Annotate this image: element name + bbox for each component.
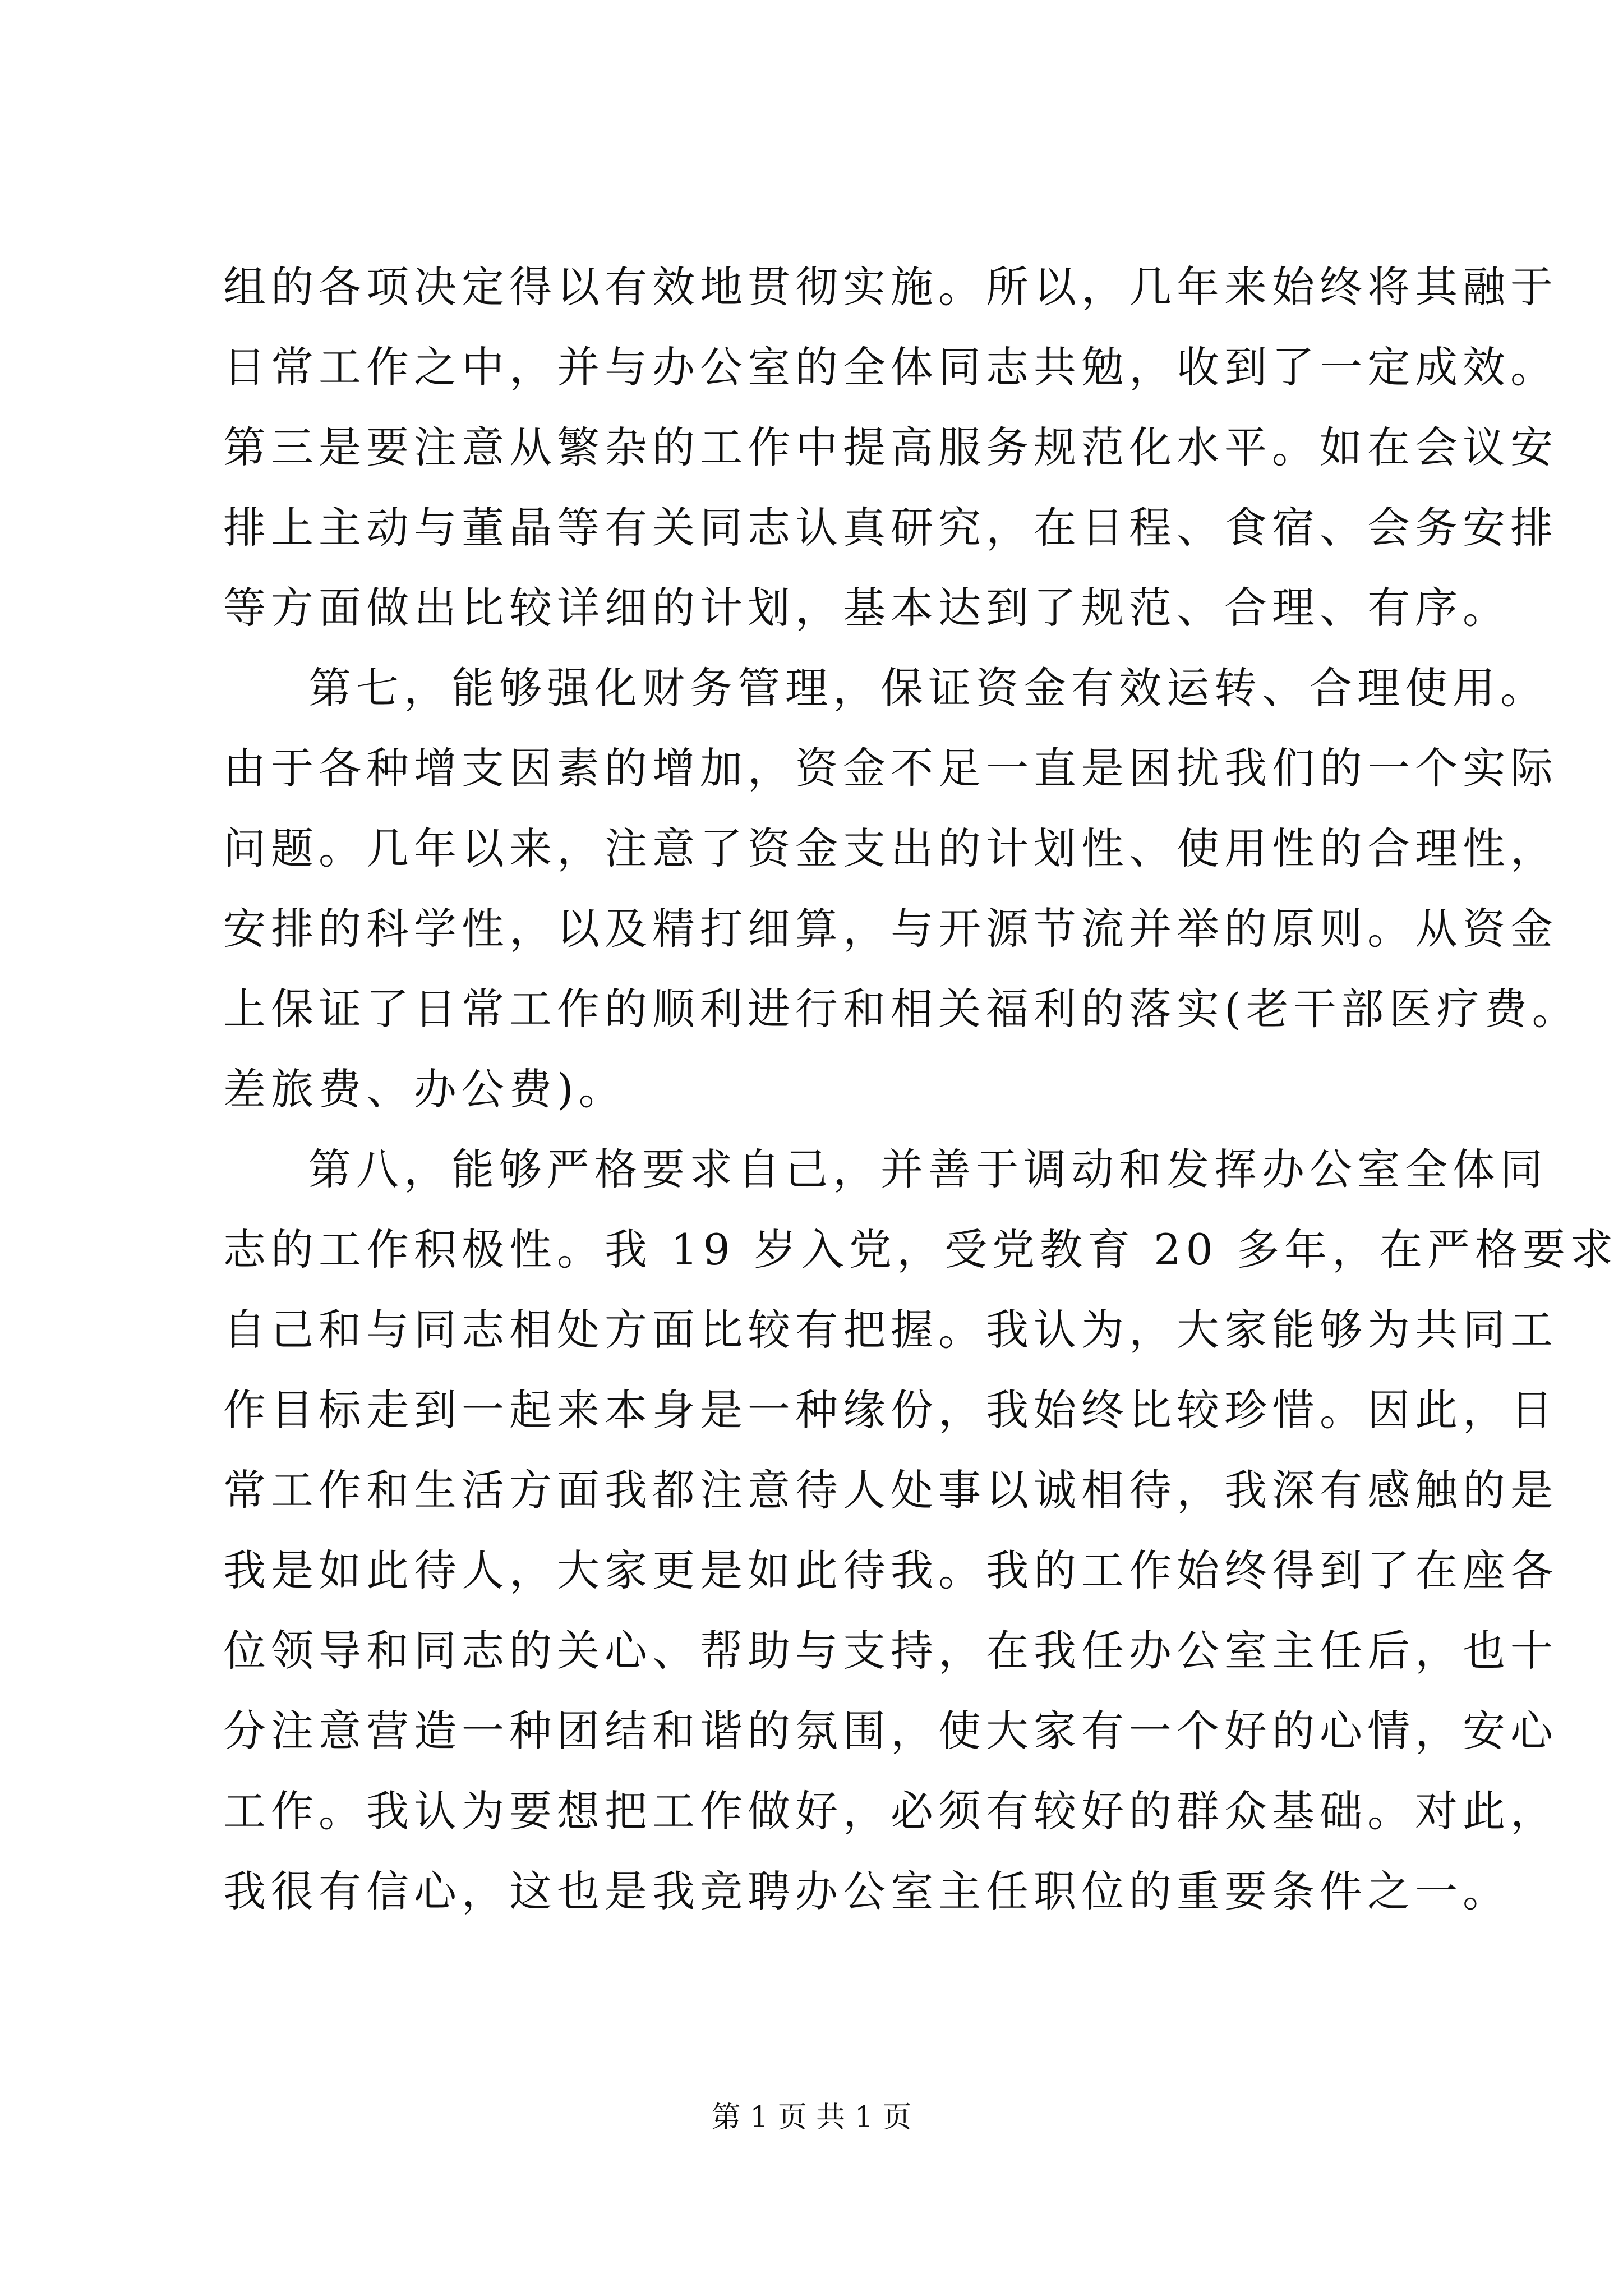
- body-text: [223, 247, 1619, 1931]
- text-line: 志的工作积极性。我 19 岁入党，受党教育 20 多年，在严格要求: [223, 1225, 1619, 1274]
- page-number-footer: 第 1 页 共 1 页: [711, 2101, 912, 2134]
- text-line: 作目标走到一起来本身是一种缘份，我始终比较珍惜。因此，日: [223, 1385, 1558, 1435]
- text-line: 差旅费、办公费)。: [223, 1064, 626, 1114]
- text-line: 工作。我认为要想把工作做好，必须有较好的群众基础。对此，: [223, 1786, 1558, 1836]
- text-line: 我很有信心，这也是我竞聘办公室主任职位的重要条件之一。: [223, 1866, 1510, 1916]
- text-line: 等方面做出比较详细的计划，基本达到了规范、合理、有序。: [223, 583, 1510, 633]
- paragraph-start-line: 第八，能够严格要求自己，并善于调动和发挥办公室全体同: [308, 1144, 1548, 1194]
- text-line: 日常工作之中，并与办公室的全体同志共勉，收到了一定成效。: [223, 342, 1558, 392]
- text-line: 问题。几年以来，注意了资金支出的计划性、使用性的合理性，: [223, 823, 1558, 873]
- text-line: 组的各项决定得以有效地贯彻实施。所以，几年来始终将其融于: [223, 262, 1558, 312]
- text-line: 常工作和生活方面我都注意待人处事以诚相待，我深有感触的是: [223, 1465, 1558, 1515]
- text-line: 我是如此待人，大家更是如此待我。我的工作始终得到了在座各: [223, 1545, 1558, 1595]
- text-line: 由于各种增支因素的增加，资金不足一直是困扰我们的一个实际: [223, 743, 1558, 793]
- text-line: 安排的科学性，以及精打细算，与开源节流并举的原则。从资金: [223, 904, 1558, 954]
- text-line: 上保证了日常工作的顺利进行和相关福利的落实(老干部医疗费。: [223, 984, 1580, 1034]
- text-line: 位领导和同志的关心、帮助与支持，在我任办公室主任后，也十: [223, 1626, 1558, 1676]
- text-line: 自己和与同志相处方面比较有把握。我认为，大家能够为共同工: [223, 1305, 1558, 1355]
- text-line: 分注意营造一种团结和谐的氛围，使大家有一个好的心情，安心: [223, 1706, 1558, 1756]
- text-line: 第三是要注意从繁杂的工作中提高服务规范化水平。如在会议安: [223, 422, 1558, 472]
- paragraph-start-line: 第七，能够强化财务管理，保证资金有效运转、合理使用。: [308, 663, 1548, 713]
- text-line: 排上主动与董晶等有关同志认真研究，在日程、食宿、会务安排: [223, 503, 1558, 553]
